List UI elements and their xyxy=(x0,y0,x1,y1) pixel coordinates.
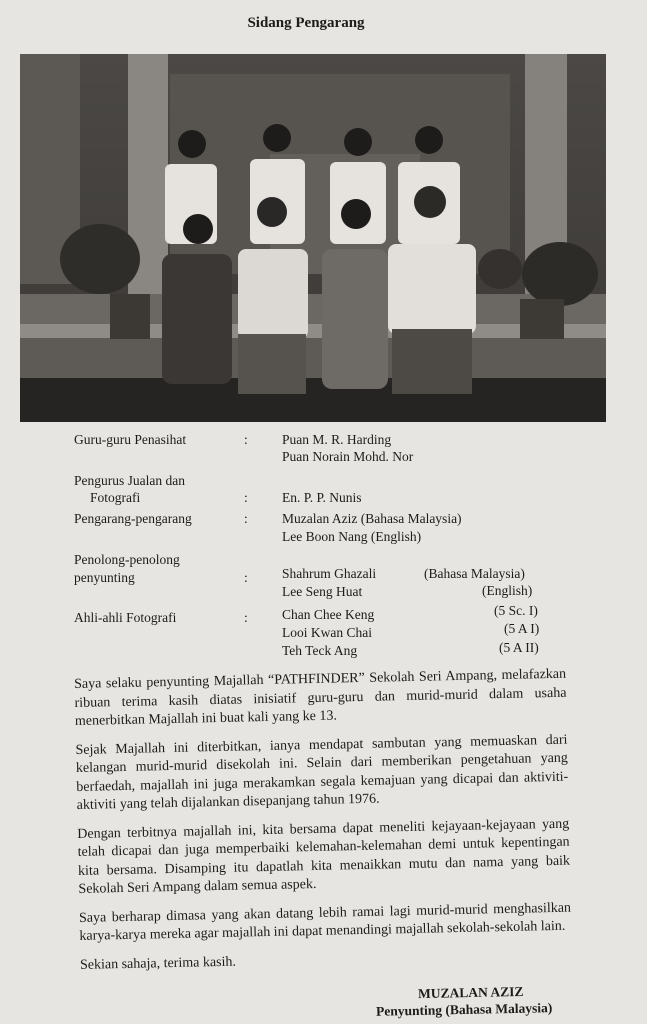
credit-label: Ahli-ahli Fotografi xyxy=(74,610,177,625)
credit-label: Penolong-penolong xyxy=(74,552,180,567)
paragraph: Saya selaku penyunting Majallah “PATHFINDER” Sekolah Seri Ampang, melafazkan ribuan terima kasih diatas inisiatif guru-guru dan murid-murid dalam usaha menerbitkan Majallah ini buat kali yang ke 13. xyxy=(74,666,567,729)
credit-colon: : xyxy=(244,511,248,526)
credit-colon: : xyxy=(244,570,248,585)
credit-name: Looi Kwan Chai xyxy=(282,625,372,640)
paragraph: Dengan terbitnya majallah ini, kita bersama dapat meneliti kejayaan-kejayaan yang telah dicapai dan juga memperbaiki kelemahan-kelemahan demi untuk kepentingan kita bersama. Disamping itu dapatlah kita menaikkan mutu dan nama yang baik Sekolah Seri Ampang dalam semua aspek. xyxy=(77,816,571,897)
signature-name: MUZALAN AZIZ xyxy=(417,983,524,1002)
credit-note: (5 Sc. I) xyxy=(494,603,538,618)
credit-name: Shahrum Ghazali xyxy=(282,566,377,581)
page-title: Sidang Pengarang xyxy=(247,15,365,31)
signature-role: Penyunting (Bahasa Malaysia) xyxy=(375,1000,553,1019)
credit-name: Lee Seng Huat xyxy=(282,584,363,599)
credit-note: (5 A II) xyxy=(499,640,539,655)
credit-name: Teh Teck Ang xyxy=(282,643,358,658)
credit-label: Fotografi xyxy=(90,490,141,505)
group-photo xyxy=(20,54,606,422)
credit-name: Puan Norain Mohd. Nor xyxy=(282,449,414,464)
credit-name: Puan M. R. Harding xyxy=(282,432,392,447)
credit-name: Lee Boon Nang (English) xyxy=(282,529,422,544)
credit-note: (5 A I) xyxy=(504,621,540,636)
credit-colon: : xyxy=(244,490,248,505)
paragraph: Sejak Majallah ini diterbitkan, ianya mendapat sambutan yang memuaskan dari kelangan murid-murid disekolah ini. Selain dari memberikan pengetahuan yang berfaedah, majallah ini juga merakamkan segala kemajuan yang dicapai dan aktiviti-aktiviti yang telah dijalankan disepanjang tahun 1976. xyxy=(75,732,569,813)
paragraph: Sekian sahaja, terima kasih. xyxy=(79,954,237,973)
credit-colon: : xyxy=(244,432,248,447)
credit-name: Chan Chee Keng xyxy=(282,607,375,622)
credit-note: (Bahasa Malaysia) xyxy=(424,566,525,581)
credit-label: Pengurus Jualan dan xyxy=(74,473,185,488)
paragraph: Saya berharap dimasa yang akan datang lebih ramai lagi murid-murid menghasilkan karya-karya mereka agar majallah ini dapat menandingi majallah sekolah-sekolah lain. xyxy=(78,900,572,944)
credit-name: En. P. P. Nunis xyxy=(282,490,362,505)
credit-note: (English) xyxy=(482,583,533,598)
group-photo-image xyxy=(20,54,606,422)
editorial-body xyxy=(74,666,572,985)
credit-label: Pengarang-pengarang xyxy=(74,511,192,526)
credit-label: penyunting xyxy=(74,570,135,585)
credit-label: Guru-guru Penasihat xyxy=(74,432,187,447)
credit-colon: : xyxy=(244,610,248,625)
credit-name: Muzalan Aziz (Bahasa Malaysia) xyxy=(282,511,462,526)
